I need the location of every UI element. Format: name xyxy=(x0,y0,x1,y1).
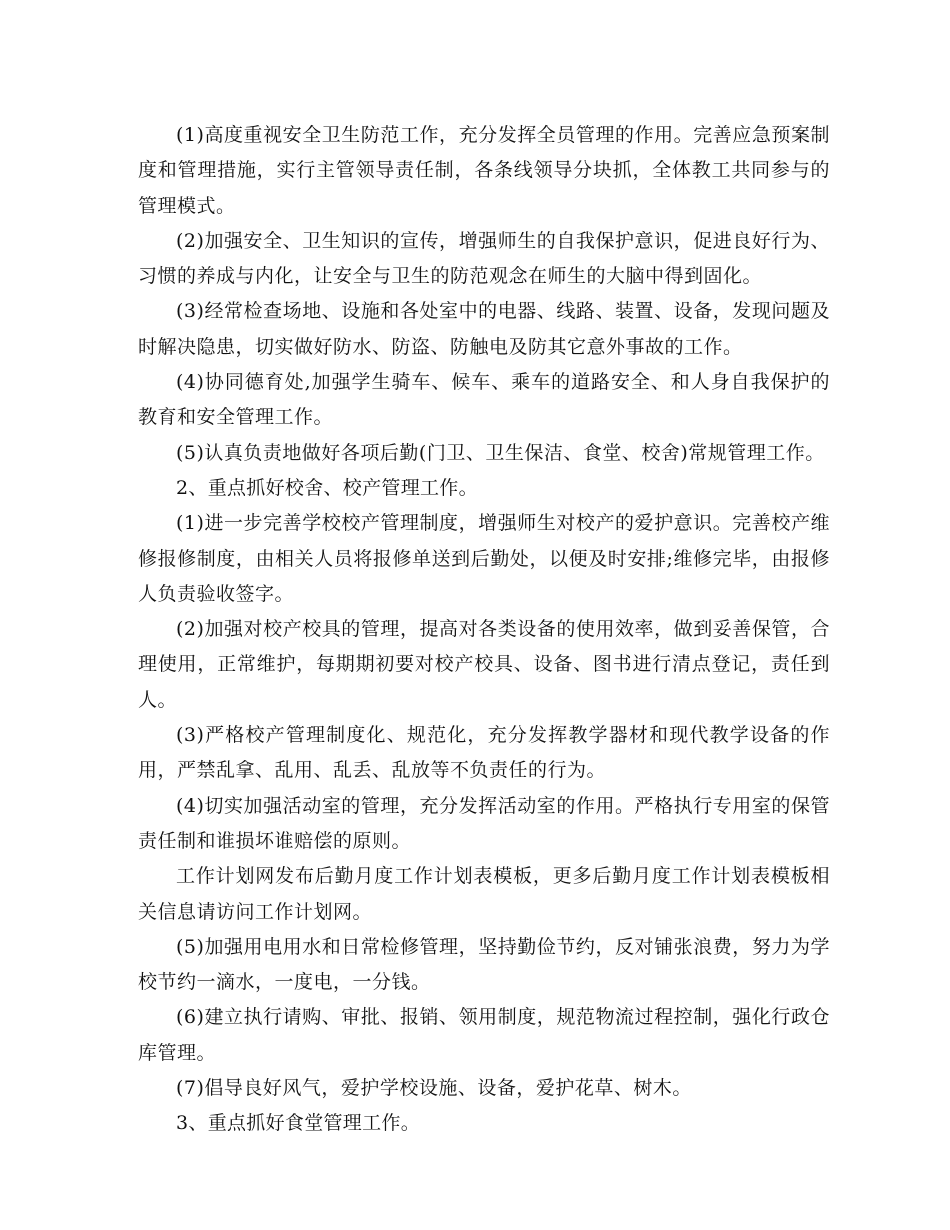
paragraph-routine-logistics: (5)认真负责地做好各项后勤(门卫、卫生保洁、食堂、校舍)常规管理工作。 xyxy=(176,441,825,464)
paragraph-utility-saving: (5)加强用电用水和日常检修管理，坚持勤俭节约，反对铺张浪费，努力为学校节约一滴水，一度电，一分钱。 xyxy=(138,935,830,994)
section-heading-canteen: 3、重点抓好食堂管理工作。 xyxy=(176,1112,420,1135)
paragraph-campus-care: (7)倡导良好风气，爱护学校设施、设备，爱护花草、树木。 xyxy=(176,1077,692,1100)
paragraph-safety-awareness: (2)加强安全、卫生知识的宣传，增强师生的自我保护意识，促进良好行为、习惯的养成与内化，让安全与卫生的防范观念在师生的大脑中得到固化。 xyxy=(138,229,830,288)
paragraph-property-system: (1)进一步完善学校校产管理制度，增强师生对校产的爱护意识。完善校产维修报修制度，由相关人员将报修单送到后勤处，以便及时安排;维修完毕，由报修人负责验收签字。 xyxy=(138,512,830,605)
paragraph-safety-management: (1)高度重视安全卫生防范工作，充分发挥全员管理的作用。完善应急预案制度和管理措施，实行主管领导责任制，各条线领导分块抓，全体教工共同参与的管理模式。 xyxy=(138,124,830,217)
paragraph-procurement: (6)建立执行请购、审批、报销、领用制度，规范物流过程控制，强化行政仓库管理。 xyxy=(138,1006,830,1064)
paragraph-traffic-safety: (4)协同德育处,加强学生骑车、候车、乘车的道路安全、和人身自我保护的教育和安全管理工作。 xyxy=(138,371,830,429)
document-body xyxy=(138,118,830,1142)
paragraph-standardization: (3)严格校产管理制度化、规范化，充分发挥教学器材和现代教学设备的作用，严禁乱拿、乱用、乱丢、乱放等不负责任的行为。 xyxy=(138,724,830,782)
paragraph-activity-room: (4)切实加强活动室的管理，充分发挥活动室的作用。严格执行专用室的保管责任制和谁损坏谁赔偿的原则。 xyxy=(138,794,830,852)
paragraph-facility-inspection: (3)经常检查场地、设施和各处室中的电器、线路、装置、设备，发现问题及时解决隐患，切实做好防水、防盗、防触电及防其它意外事故的工作。 xyxy=(138,300,830,358)
paragraph-equipment-management: (2)加强对校产校具的管理，提高对各类设备的使用效率，做到妥善保管，合理使用，正常维护，每期期初要对校产校具、设备、图书进行清点登记，责任到人。 xyxy=(138,618,830,711)
section-heading-school-property: 2、重点抓好校舍、校产管理工作。 xyxy=(176,476,478,499)
paragraph-site-notice: 工作计划网发布后勤月度工作计划表模板，更多后勤月度工作计划表模板相关信息请访问工作计划网。 xyxy=(138,865,830,923)
